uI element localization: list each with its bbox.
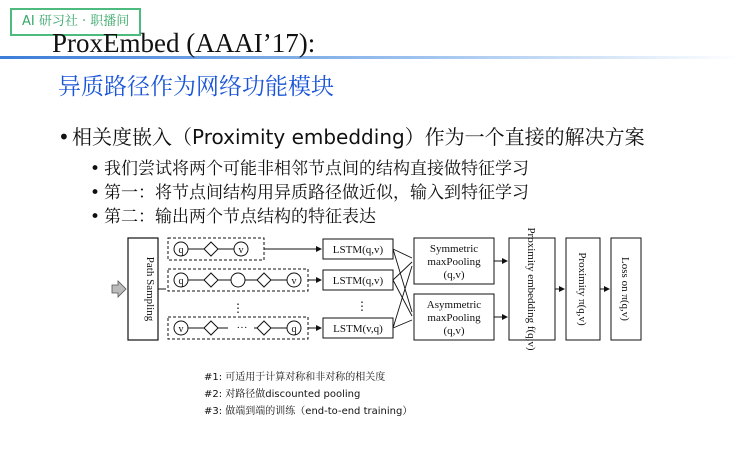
more-paths-dots: ⋮ xyxy=(232,301,244,315)
slide-subtitle: 异质路径作为网络功能模块 xyxy=(58,74,334,100)
bullet-dot: • xyxy=(90,183,101,203)
note-2: #2: 对路径做discounted pooling xyxy=(204,389,361,400)
asymmetric-label: Asymmetric xyxy=(426,299,482,311)
lstm-pooling-connectors xyxy=(393,249,412,328)
bullet-dot: • xyxy=(58,125,70,149)
sub-bullet-text: 第一：将节点间结构用异质路径做近似，输入到特征学习 xyxy=(104,183,529,203)
node-v-label: v xyxy=(291,276,297,287)
sub-bullet-text: 第二：输出两个节点结构的特征表达 xyxy=(104,207,376,227)
diamond-node xyxy=(204,242,218,256)
loss-label: Loss on π(q,v) xyxy=(619,257,631,321)
symmetric-label: (q,v) xyxy=(443,269,465,281)
proximity-embedding-label: Proximity embedding f(q,v) xyxy=(525,227,537,351)
path-ellipsis: ··· xyxy=(236,322,248,334)
node-q-label: q xyxy=(178,276,184,287)
node-v-label: v xyxy=(238,245,244,256)
watermark-badge: AI 研习社 · 职播间 xyxy=(10,8,141,36)
asymmetric-label: maxPooling xyxy=(427,312,481,324)
node-q-label: q xyxy=(291,324,297,335)
path-sampling-label: Path Sampling xyxy=(144,256,156,322)
asymmetric-label: (q,v) xyxy=(443,325,465,337)
input-arrow-icon xyxy=(112,281,126,297)
sub-bullet-text: 我们尝试将两个可能非相邻节点间的结构直接做特征学习 xyxy=(104,159,529,179)
note-3: #3: 做端到端的训练（end-to-end training） xyxy=(204,406,413,417)
diamond-node xyxy=(257,321,271,335)
proximity-label: Proximity π(q,v) xyxy=(576,252,588,326)
node-q-label: q xyxy=(178,245,184,256)
lstm-label: LSTM(q,v) xyxy=(332,244,384,256)
circle-node xyxy=(231,273,245,287)
diamond-node xyxy=(257,273,271,287)
more-lstm-dots: ⋮ xyxy=(356,299,368,313)
diamond-node xyxy=(204,273,218,287)
symmetric-label: maxPooling xyxy=(427,256,481,268)
bullet-dot: • xyxy=(90,159,101,179)
note-1: #1: 可适用于计算对称和非对称的相关度 xyxy=(204,372,386,383)
lstm-label: LSTM(v,q) xyxy=(333,323,383,335)
lstm-label: LSTM(q,v) xyxy=(332,275,384,287)
node-v-label: v xyxy=(178,324,184,335)
bullet-dot: • xyxy=(90,207,101,227)
symmetric-label: Symmetric xyxy=(429,243,479,255)
bullet-main-text: 相关度嵌入（Proximity embedding）作为一个直接的解决方案 xyxy=(72,125,645,149)
slide-title: ProxEmbed (AAAI’17): xyxy=(52,28,316,58)
diamond-node xyxy=(204,321,218,335)
